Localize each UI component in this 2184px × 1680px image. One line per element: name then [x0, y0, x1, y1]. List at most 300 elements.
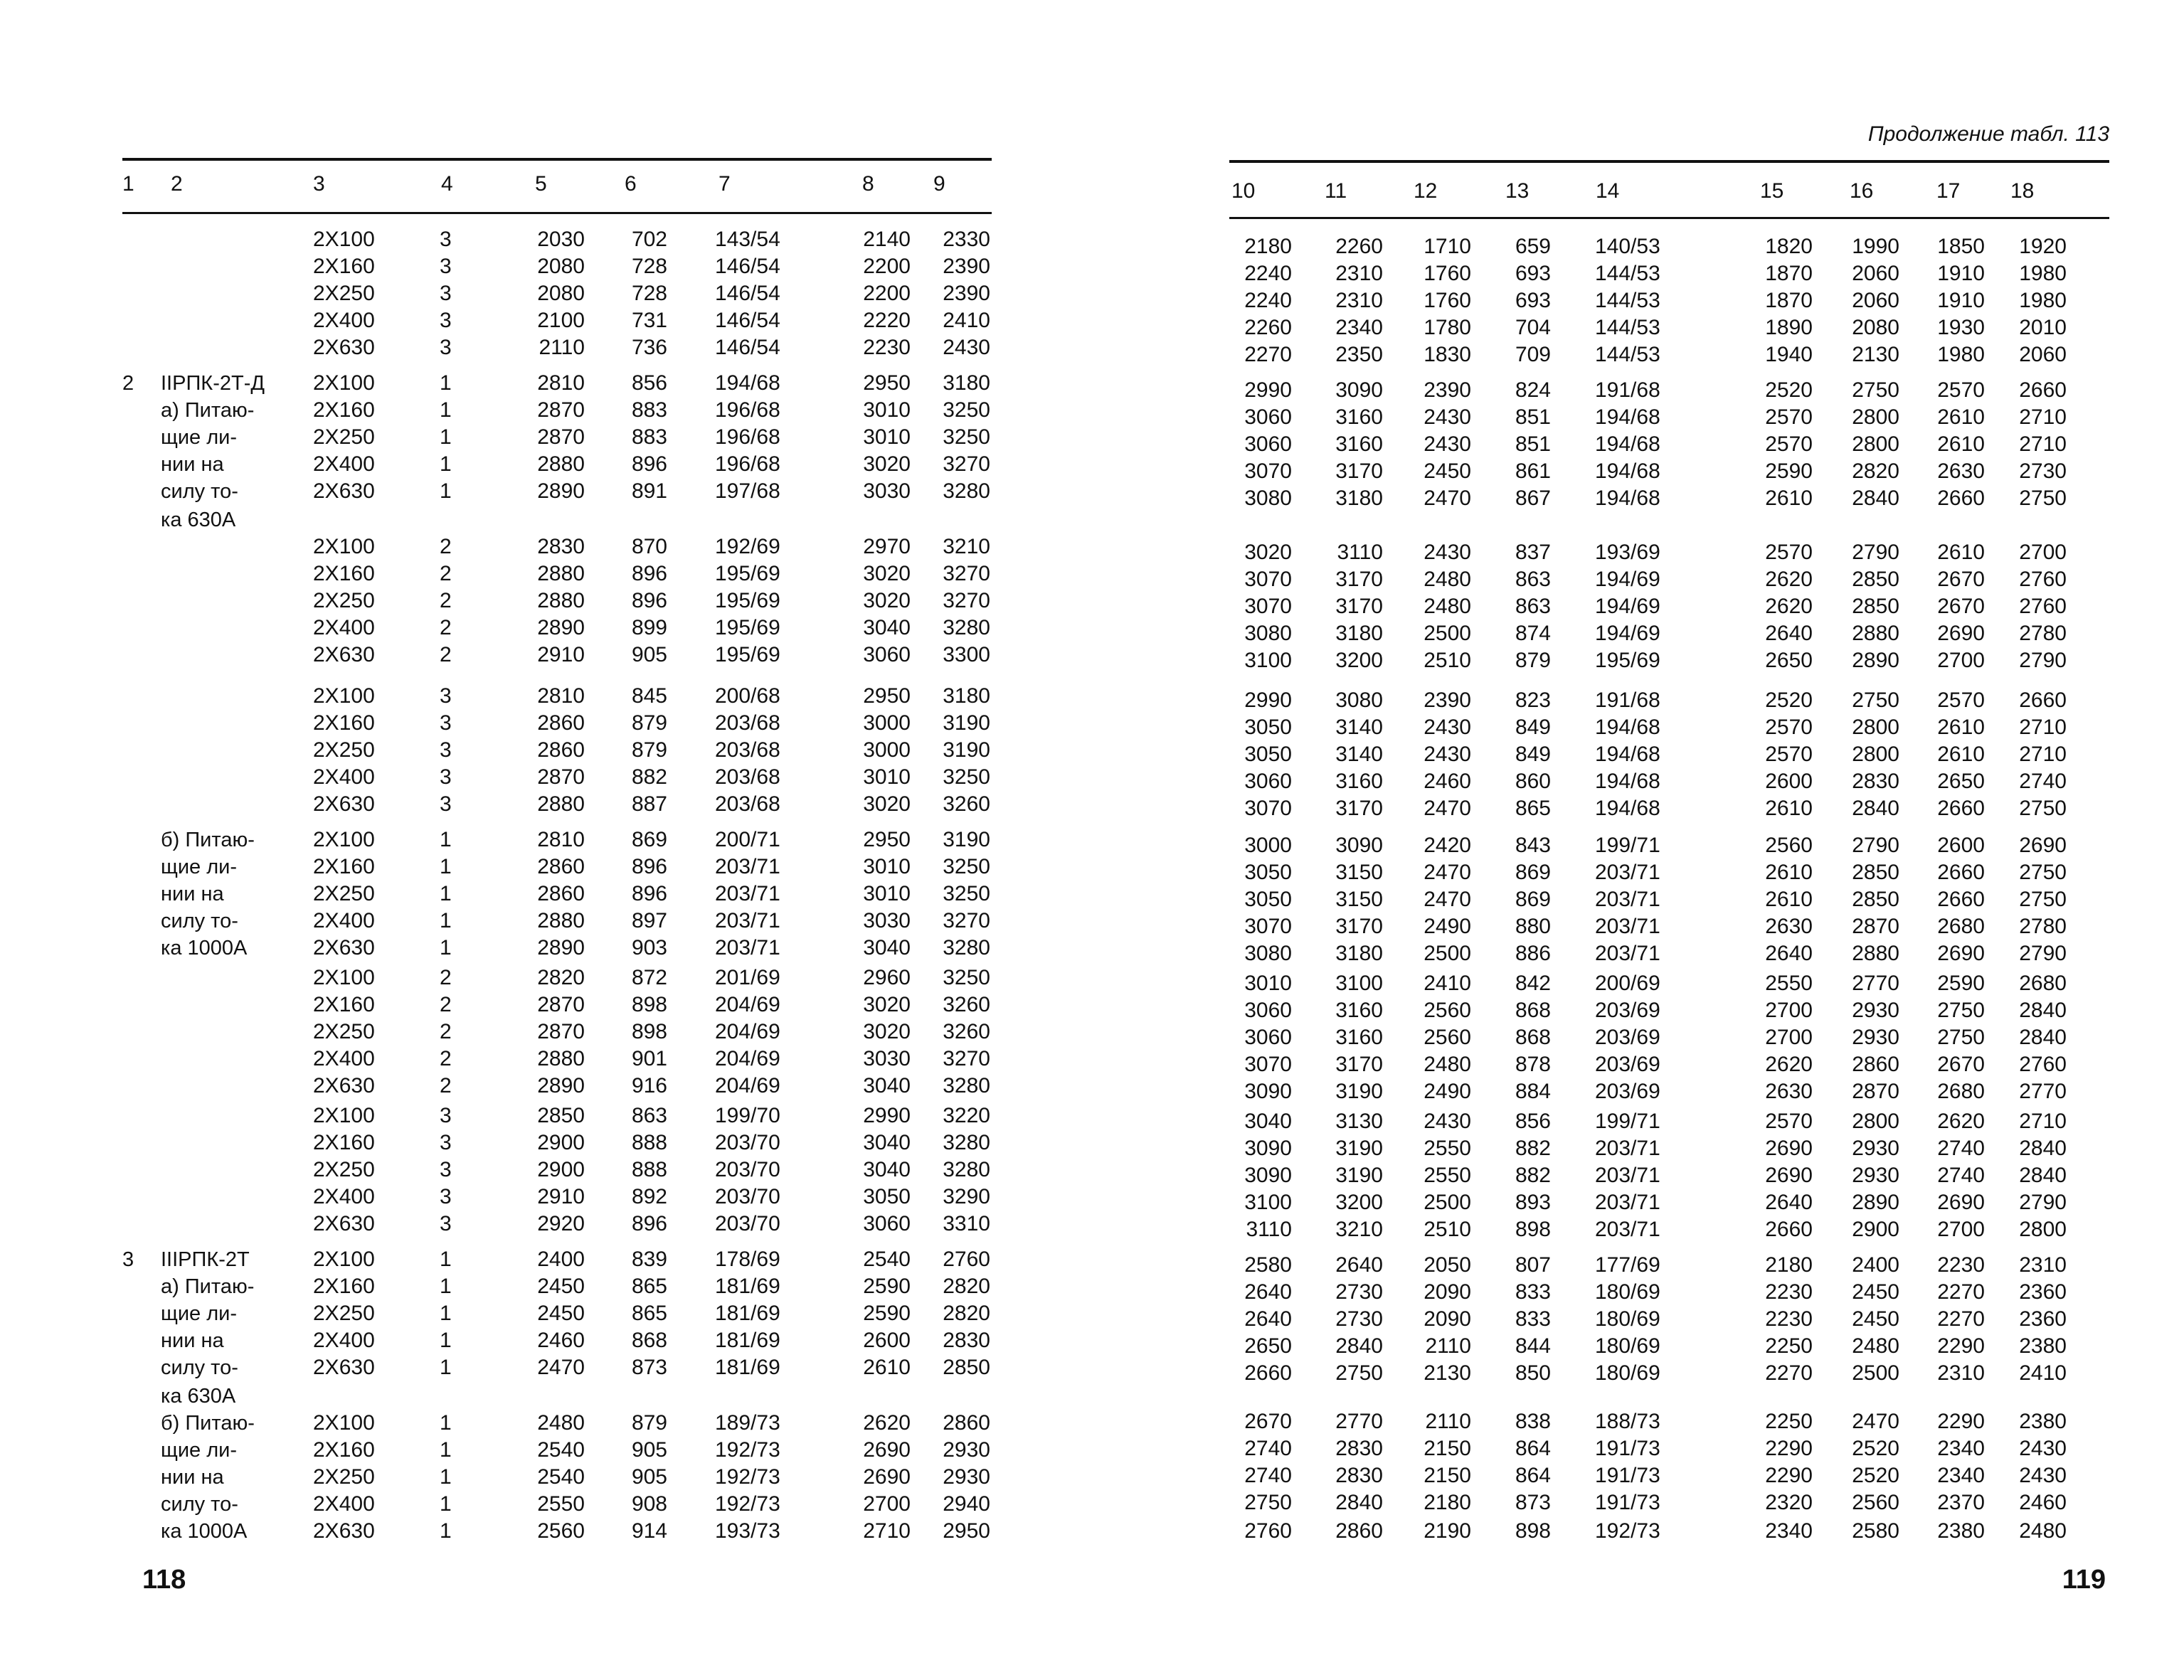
table-cell: 2270: [1937, 1280, 1985, 1304]
column-header-13: 13: [1505, 179, 1530, 203]
table-cell: 2670: [1244, 1410, 1292, 1433]
table-cell: 2X250: [313, 738, 375, 762]
table-cell: 2860: [943, 1411, 990, 1435]
table-row: [1092, 431, 2184, 458]
table-cell: 3020: [863, 1020, 911, 1043]
table-cell: 2910: [537, 643, 585, 666]
table-cell: 2930: [1852, 1164, 1899, 1187]
table-cell: 1: [440, 1492, 452, 1516]
table-cell: 2830: [1852, 770, 1899, 793]
table-cell: 1910: [1937, 262, 1985, 285]
table-cell: 2790: [2019, 942, 2067, 965]
table-cell: 3200: [1335, 1191, 1383, 1214]
table-cell: 807: [1515, 1253, 1551, 1277]
table-cell: 2470: [1424, 861, 1471, 884]
table-cell: 189/73: [715, 1411, 780, 1435]
table-cell: 1: [440, 855, 452, 878]
table-cell: 2890: [537, 936, 585, 959]
table-cell: 896: [631, 882, 667, 905]
table-cell: 2850: [537, 1104, 585, 1127]
row-group-label: нии на: [161, 1466, 224, 1489]
table-cell: 2X630: [313, 936, 375, 959]
table-row: [1092, 1216, 2184, 1243]
column-header-5: 5: [535, 172, 547, 196]
table-cell: 2840: [1852, 797, 1899, 820]
table-row: [1092, 1135, 2184, 1162]
table-cell: 2900: [1852, 1218, 1899, 1241]
table-cell: 3190: [943, 711, 990, 735]
table-cell: 2760: [943, 1248, 990, 1271]
table-cell: 2X630: [313, 1519, 375, 1543]
table-cell: 2370: [1937, 1491, 1985, 1514]
table-cell: 2690: [2019, 834, 2067, 857]
table-cell: 2830: [943, 1329, 990, 1352]
table-cell: 2250: [1765, 1410, 1813, 1433]
table-cell: 2230: [1765, 1307, 1813, 1331]
table-cell: 177/69: [1595, 1253, 1660, 1277]
table-cell: 2880: [537, 589, 585, 612]
row-group-label: а) Питаю-: [161, 399, 255, 422]
table-row: [1092, 404, 2184, 431]
table-cell: 2060: [1852, 262, 1899, 285]
table-cell: 1940: [1765, 343, 1813, 366]
table-cell: 2310: [2019, 1253, 2067, 1277]
table-cell: 2430: [1424, 541, 1471, 564]
table-cell: 1: [440, 479, 452, 503]
table-cell: 1: [440, 1438, 452, 1462]
table-row: [0, 226, 1092, 253]
column-header-6: 6: [625, 172, 637, 196]
table-cell: 2190: [1424, 1519, 1471, 1543]
row-group-label: щие ли-: [161, 1302, 238, 1325]
table-row: [1092, 832, 2184, 859]
table-cell: 2850: [1852, 568, 1899, 591]
table-cell: 3140: [1335, 743, 1383, 766]
table-cell: 2560: [1424, 999, 1471, 1022]
table-cell: 2770: [1335, 1410, 1383, 1433]
table-row: [1092, 485, 2184, 512]
table-cell: 2470: [1424, 797, 1471, 820]
table-cell: 146/54: [715, 255, 780, 278]
table-row: [0, 683, 1092, 710]
table-cell: 2320: [1765, 1491, 1813, 1514]
table-cell: 2740: [1937, 1137, 1985, 1160]
table-cell: 2820: [1852, 459, 1899, 483]
table-cell: 2680: [1937, 915, 1985, 938]
table-cell: 3080: [1244, 487, 1292, 510]
table-cell: 2800: [1852, 405, 1899, 429]
table-cell: 181/69: [715, 1275, 780, 1298]
table-cell: 144/53: [1595, 343, 1660, 366]
table-cell: 2130: [1424, 1361, 1471, 1385]
table-cell: 865: [631, 1275, 667, 1298]
table-cell: 2600: [1765, 770, 1813, 793]
table-cell: 194/68: [1595, 487, 1660, 510]
table-cell: 3070: [1244, 459, 1292, 483]
table-cell: 200/71: [715, 828, 780, 851]
section-number: 2: [122, 372, 134, 395]
table-cell: 2820: [943, 1275, 990, 1298]
column-header-18: 18: [2010, 179, 2035, 203]
table-cell: 2730: [2019, 459, 2067, 483]
table-cell: 191/68: [1595, 378, 1660, 402]
table-cell: 2310: [1335, 262, 1383, 285]
table-cell: 2430: [2019, 1464, 2067, 1487]
table-cell: 2X100: [313, 1104, 375, 1127]
table-cell: 873: [631, 1356, 667, 1379]
table-cell: 192/73: [715, 1492, 780, 1516]
table-cell: 2710: [2019, 405, 2067, 429]
table-cell: 2470: [1424, 888, 1471, 911]
table-cell: 3190: [1335, 1164, 1383, 1187]
table-cell: 3080: [1244, 622, 1292, 645]
table-cell: 2X100: [313, 966, 375, 989]
table-cell: 1760: [1424, 262, 1471, 285]
table-cell: 888: [631, 1131, 667, 1154]
table-row: [1092, 970, 2184, 997]
table-cell: 867: [1515, 487, 1551, 510]
table-cell: 2080: [537, 282, 585, 305]
table-cell: 2660: [1937, 888, 1985, 911]
table-cell: 3060: [1244, 405, 1292, 429]
table-cell: 2550: [1424, 1164, 1471, 1187]
table-cell: 199/71: [1595, 834, 1660, 857]
table-row: [0, 560, 1092, 588]
table-row: [1092, 233, 2184, 260]
table-cell: 2610: [1765, 861, 1813, 884]
table-cell: 3250: [943, 765, 990, 789]
table-cell: 2620: [1765, 1053, 1813, 1076]
table-cell: 916: [631, 1074, 667, 1097]
table-cell: 3160: [1335, 770, 1383, 793]
table-cell: 1920: [2019, 235, 2067, 258]
table-cell: 2X250: [313, 1020, 375, 1043]
table-row: [1092, 1333, 2184, 1360]
table-cell: 2060: [2019, 343, 2067, 366]
table-cell: 2X100: [313, 828, 375, 851]
table-row: [1092, 1489, 2184, 1516]
table-cell: 903: [631, 936, 667, 959]
table-cell: 3060: [863, 1212, 911, 1235]
table-row: [0, 307, 1092, 334]
table-cell: 898: [1515, 1519, 1551, 1543]
table-cell: 2: [440, 562, 452, 585]
table-cell: 2640: [1765, 1191, 1813, 1214]
column-header-3: 3: [313, 172, 325, 196]
table-cell: 203/71: [1595, 1137, 1660, 1160]
table-cell: 838: [1515, 1410, 1551, 1433]
table-row: [1092, 260, 2184, 287]
table-cell: 180/69: [1595, 1334, 1660, 1358]
table-row: [1092, 687, 2184, 714]
table-cell: 893: [1515, 1191, 1551, 1214]
table-cell: 2X100: [313, 1248, 375, 1271]
row-group-label: силу то-: [161, 1493, 238, 1516]
table-cell: 1: [440, 936, 452, 959]
table-cell: 2X630: [313, 479, 375, 503]
table-cell: 2840: [2019, 999, 2067, 1022]
table-cell: 2: [440, 589, 452, 612]
table-cell: 178/69: [715, 1248, 780, 1271]
table-cell: 2X400: [313, 909, 375, 932]
table-cell: 3: [440, 711, 452, 735]
table-cell: 2760: [2019, 568, 2067, 591]
table-cell: 3270: [943, 589, 990, 612]
table-row: [1092, 1360, 2184, 1387]
table-cell: 2700: [1765, 999, 1813, 1022]
table-cell: 1: [440, 1356, 452, 1379]
table-cell: 195/69: [715, 562, 780, 585]
table-cell: 203/68: [715, 711, 780, 735]
table-cell: 2180: [1244, 235, 1292, 258]
table-cell: 3170: [1335, 797, 1383, 820]
table-cell: 3000: [863, 738, 911, 762]
table-cell: 3270: [943, 452, 990, 476]
table-cell: 2800: [1852, 716, 1899, 739]
table-cell: 2990: [1244, 689, 1292, 712]
table-cell: 1: [440, 1519, 452, 1543]
table-cell: 2: [440, 966, 452, 989]
table-row: [0, 1184, 1092, 1211]
row-group-label: ка 1000А: [161, 1520, 248, 1543]
table-row: [0, 791, 1092, 818]
table-cell: 3100: [1244, 1191, 1292, 1214]
table-cell: 2520: [1765, 378, 1813, 402]
table-cell: 2X400: [313, 765, 375, 789]
table-cell: 905: [631, 1438, 667, 1462]
table-cell: 2260: [1335, 235, 1383, 258]
table-row: [0, 710, 1092, 737]
table-cell: 863: [1515, 595, 1551, 618]
table-cell: 2650: [1244, 1334, 1292, 1358]
table-cell: 2570: [1937, 689, 1985, 712]
table-cell: 2700: [1937, 649, 1985, 672]
table-cell: 2560: [537, 1519, 585, 1543]
table-cell: 203/70: [715, 1158, 780, 1181]
table-cell: 851: [1515, 432, 1551, 456]
table-cell: 2620: [1765, 568, 1813, 591]
table-cell: 2450: [1852, 1307, 1899, 1331]
table-cell: 2750: [1244, 1491, 1292, 1514]
table-cell: 194/68: [1595, 743, 1660, 766]
table-cell: 2560: [1852, 1491, 1899, 1514]
table-cell: 3050: [1244, 861, 1292, 884]
table-cell: 3000: [863, 711, 911, 735]
table-cell: 146/54: [715, 309, 780, 332]
table-cell: 2010: [2019, 316, 2067, 339]
table-cell: 203/70: [715, 1212, 780, 1235]
table-cell: 3260: [943, 1020, 990, 1043]
table-cell: 3020: [863, 993, 911, 1016]
table-cell: 868: [631, 1329, 667, 1352]
table-row: [1092, 886, 2184, 913]
table-cell: 2630: [1765, 915, 1813, 938]
table-row: [0, 1129, 1092, 1157]
table-row: [1092, 1408, 2184, 1435]
table-cell: 2180: [1424, 1491, 1471, 1514]
table-cell: 2270: [1765, 1361, 1813, 1385]
table-cell: 2380: [2019, 1410, 2067, 1433]
row-group-label: нии на: [161, 883, 224, 905]
table-cell: 2230: [1765, 1280, 1813, 1304]
table-cell: 2100: [537, 309, 585, 332]
table-cell: 203/71: [715, 909, 780, 932]
table-cell: 883: [631, 398, 667, 422]
table-cell: 3000: [1244, 834, 1292, 857]
table-cell: 1: [440, 452, 452, 476]
table-cell: 2110: [1425, 1410, 1471, 1433]
table-cell: 2670: [1937, 595, 1985, 618]
table-cell: 3040: [863, 1074, 911, 1097]
table-cell: 914: [631, 1519, 667, 1543]
table-cell: 2740: [1937, 1164, 1985, 1187]
table-cell: 194/69: [1595, 568, 1660, 591]
table-cell: 194/68: [1595, 797, 1660, 820]
table-cell: 2800: [1852, 1110, 1899, 1133]
table-cell: 2480: [1852, 1334, 1899, 1358]
table-cell: 2570: [1765, 716, 1813, 739]
table-cell: 203/71: [715, 882, 780, 905]
table-cell: 1710: [1424, 235, 1471, 258]
table-cell: 2570: [1765, 1110, 1813, 1133]
column-header-11: 11: [1325, 179, 1347, 203]
table-cell: 195/69: [715, 643, 780, 666]
table-cell: 203/71: [715, 936, 780, 959]
table-cell: 2690: [1765, 1164, 1813, 1187]
table-cell: 3060: [1244, 1026, 1292, 1049]
table-cell: 863: [631, 1104, 667, 1127]
table-cell: 2640: [1244, 1307, 1292, 1331]
table-cell: 203/68: [715, 792, 780, 816]
table-cell: 3290: [943, 1185, 990, 1208]
table-cell: 905: [631, 643, 667, 666]
table-cell: 181/69: [715, 1356, 780, 1379]
table-cell: 3100: [1335, 972, 1383, 995]
table-row: [0, 737, 1092, 764]
table-cell: 2X250: [313, 1302, 375, 1325]
table-row: [1092, 341, 2184, 368]
table-cell: 2540: [537, 1465, 585, 1489]
column-header-17: 17: [1936, 179, 1961, 203]
table-row: [1092, 458, 2184, 485]
table-cell: 2240: [1244, 262, 1292, 285]
table-cell: 3010: [863, 425, 911, 449]
table-cell: 144/53: [1595, 262, 1660, 285]
table-cell: 882: [1515, 1164, 1551, 1187]
table-row: [1092, 1024, 2184, 1051]
table-cell: 2620: [1937, 1110, 1985, 1133]
table-cell: 2260: [1244, 316, 1292, 339]
table-cell: 3090: [1335, 834, 1383, 857]
table-cell: 3190: [943, 828, 990, 851]
table-row: [1092, 1306, 2184, 1333]
table-cell: 3070: [1244, 915, 1292, 938]
table-cell: 2X160: [313, 562, 375, 585]
table-cell: 2X160: [313, 1131, 375, 1154]
table-cell: 3180: [1335, 942, 1383, 965]
table-cell: 2690: [1937, 1191, 1985, 1214]
table-cell: 2380: [2019, 1334, 2067, 1358]
table-cell: 2850: [1852, 888, 1899, 911]
table-row: [1092, 377, 2184, 404]
table-cell: 896: [631, 452, 667, 476]
table-cell: 897: [631, 909, 667, 932]
table-cell: 3040: [1244, 1110, 1292, 1133]
table-cell: 3190: [943, 738, 990, 762]
table-cell: 2660: [1937, 861, 1985, 884]
table-row: [0, 533, 1092, 560]
table-cell: 3190: [1335, 1080, 1383, 1103]
table-cell: 1: [440, 1329, 452, 1352]
table-cell: 879: [1515, 649, 1551, 672]
table-cell: 194/68: [1595, 459, 1660, 483]
table-cell: 193/69: [1595, 541, 1660, 564]
table-cell: 850: [1515, 1361, 1551, 1385]
table-cell: 2800: [1852, 432, 1899, 456]
table-cell: 2290: [1937, 1334, 1985, 1358]
table-cell: 3250: [943, 855, 990, 878]
table-cell: 1820: [1765, 235, 1813, 258]
table-cell: 2610: [1937, 716, 1985, 739]
table-cell: 2940: [943, 1492, 990, 1516]
table-cell: 2780: [2019, 622, 2067, 645]
table-cell: 2: [440, 616, 452, 639]
table-row: [0, 642, 1092, 669]
table-cell: 2470: [1424, 487, 1471, 510]
table-row: [1092, 1435, 2184, 1462]
table-cell: 191/73: [1595, 1464, 1660, 1487]
column-header-4: 4: [441, 172, 453, 196]
table-cell: 2870: [537, 1020, 585, 1043]
table-cell: 2X160: [313, 711, 375, 735]
table-cell: 195/69: [1595, 649, 1660, 672]
table-cell: 181/69: [715, 1302, 780, 1325]
table-cell: 194/69: [1595, 622, 1660, 645]
table-cell: 2750: [2019, 797, 2067, 820]
table-cell: 2590: [863, 1275, 911, 1298]
table-cell: 204/69: [715, 1074, 780, 1097]
table-cell: 908: [631, 1492, 667, 1516]
table-cell: 2060: [1852, 289, 1899, 312]
table-cell: 2540: [863, 1248, 911, 1271]
table-cell: 2810: [537, 828, 585, 851]
table-cell: 702: [631, 228, 667, 251]
table-cell: 2470: [1852, 1410, 1899, 1433]
table-cell: 3: [440, 684, 452, 708]
table-cell: 1990: [1852, 235, 1899, 258]
table-cell: 2610: [1937, 405, 1985, 429]
column-header-16: 16: [1850, 179, 1874, 203]
table-cell: 2480: [537, 1411, 585, 1435]
table-cell: 2X400: [313, 1047, 375, 1070]
table-cell: 1: [440, 1411, 452, 1435]
table-cell: 2350: [1335, 343, 1383, 366]
table-cell: 3220: [943, 1104, 990, 1127]
table-cell: 837: [1515, 541, 1551, 564]
table-cell: 140/53: [1595, 235, 1660, 258]
table-cell: 833: [1515, 1280, 1551, 1304]
table-cell: 3160: [1335, 405, 1383, 429]
table-cell: 2110: [539, 336, 585, 359]
table-cell: 203/71: [1595, 1164, 1660, 1187]
table-cell: 1: [440, 1302, 452, 1325]
table-cell: 2130: [1852, 343, 1899, 366]
table-cell: 2760: [1244, 1519, 1292, 1543]
table-cell: 3050: [1244, 743, 1292, 766]
table-cell: 3: [440, 228, 452, 251]
table-cell: 2590: [1765, 459, 1813, 483]
table-cell: 3050: [1244, 888, 1292, 911]
